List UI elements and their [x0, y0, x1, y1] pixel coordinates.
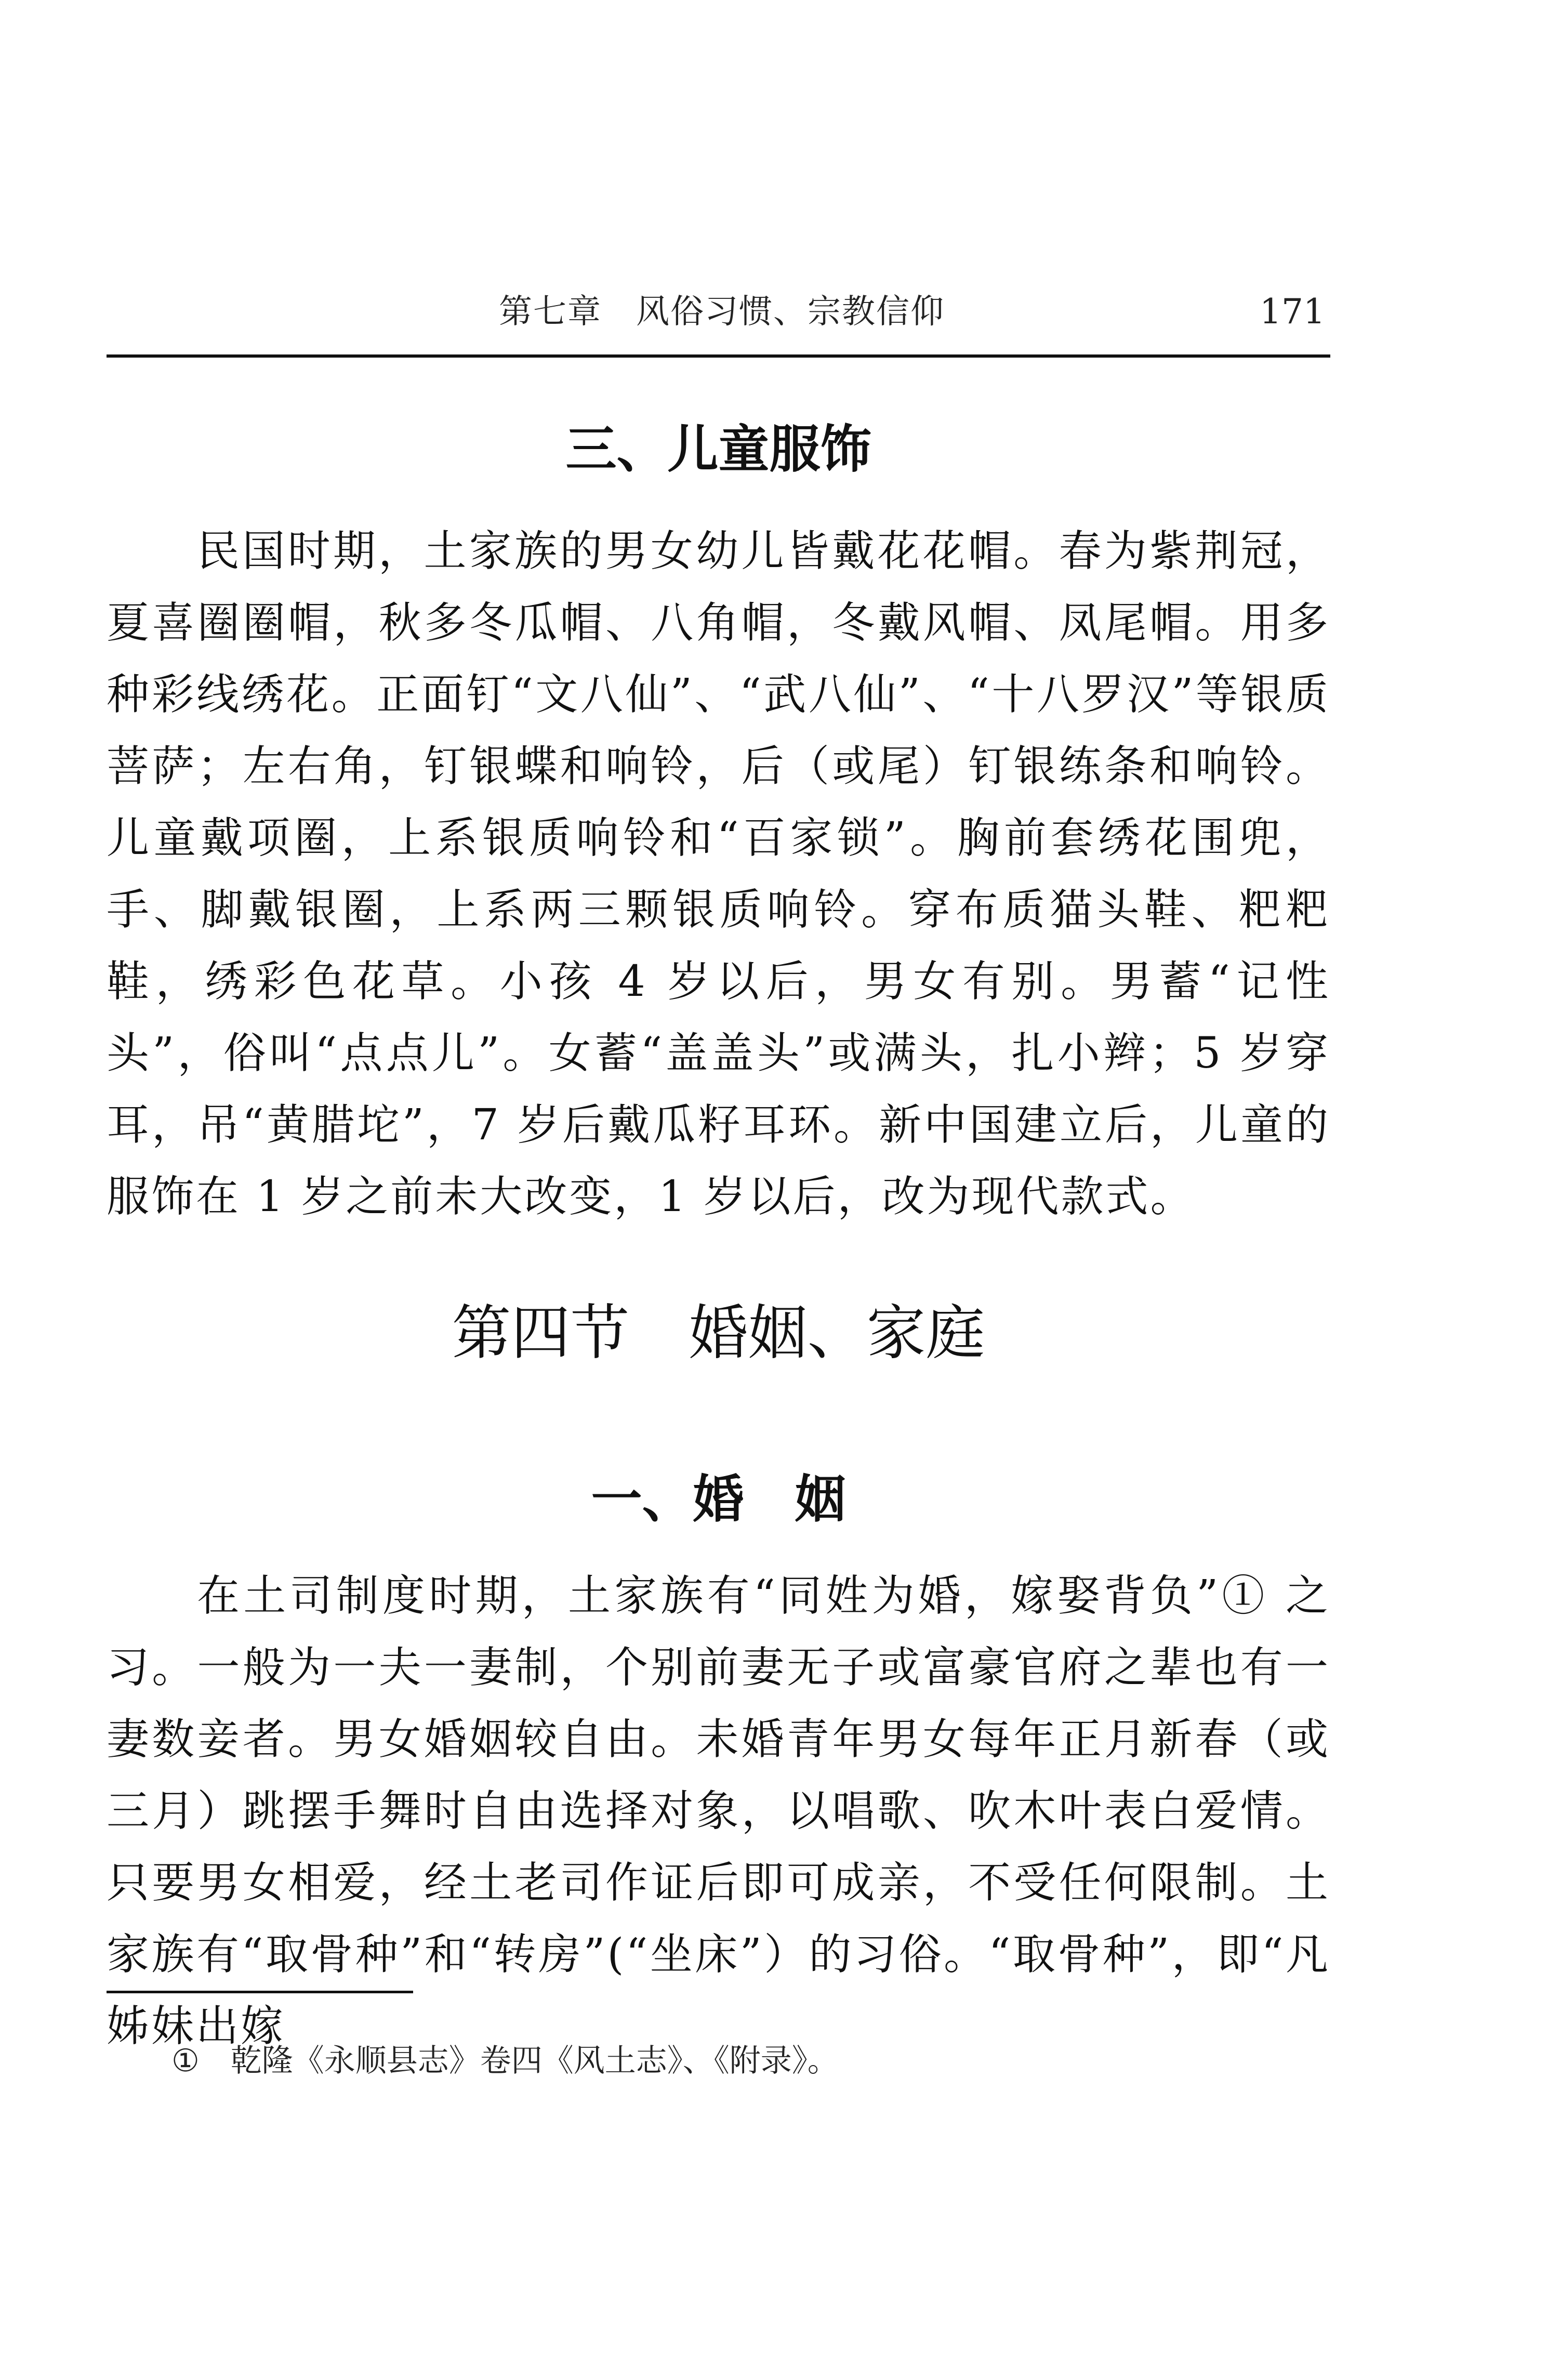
marriage-paragraph: 在土司制度时期，土家族有“同姓为婚，嫁娶背负”① 之习。一般为一夫一妻制，个别前妻无子或富豪官府之辈也有一妻数妾者。男女婚姻较自由。未婚青年男女每年正月新春（或三月）跳摆手舞时自由选择对象，以唱歌、吹木叶表白爱情。只要男女相爱，经土老司作证后即可成亲，不受任何限制。土家族有“取骨种”和“转房”(“坐床”）的习俗。“取骨种”，即“凡姊妹出嫁 [107, 1571, 1330, 2051]
footnote-text: 乾隆《永顺县志》卷四《风土志》、《附录》。 [230, 2043, 839, 2079]
header-rule [107, 354, 1330, 358]
footnote [171, 2037, 839, 2084]
running-head [499, 286, 1325, 338]
chapter-title: 第七章 风俗习惯、宗教信仰 [499, 293, 945, 331]
children-clothing-paragraph: 民国时期，土家族的男女幼儿皆戴花花帽。春为紫荆冠，夏喜圈圈帽，秋多冬瓜帽、八角帽，冬戴风帽、凤尾帽。用多种彩线绣花。正面钉“文八仙”、“武八仙”、“十八罗汉”等银质菩萨；左右角，钉银蝶和响铃，后（或尾）钉银练条和响铃。儿童戴项圈，上系银质响铃和“百家锁”。胸前套绣花围兜，手、脚戴银圈，上系两三颗银质响铃。穿布质猫头鞋、粑粑鞋，绣彩色花草。小孩 4 岁以后，男女有别。男蓄“记性头”，俗叫“点点儿”。女蓄“盖盖头”或满头，扎小辫；5 岁穿耳，吊“黄腊坨”，7 岁后戴瓜籽耳环。新中国建立后，儿童的服饰在 1 岁之前未大改变，1 岁以后，改为现代款式。 [107, 527, 1330, 1221]
children-clothing-heading: 三、儿童服饰 [565, 420, 871, 479]
marriage-heading: 一、婚 姻 [591, 1470, 846, 1529]
section-title: 第四节 婚姻、家庭 [452, 1298, 985, 1367]
footnote-marker: ① [171, 2043, 200, 2079]
footnote-rule [107, 1991, 413, 1993]
page-number: 171 [1260, 292, 1325, 332]
